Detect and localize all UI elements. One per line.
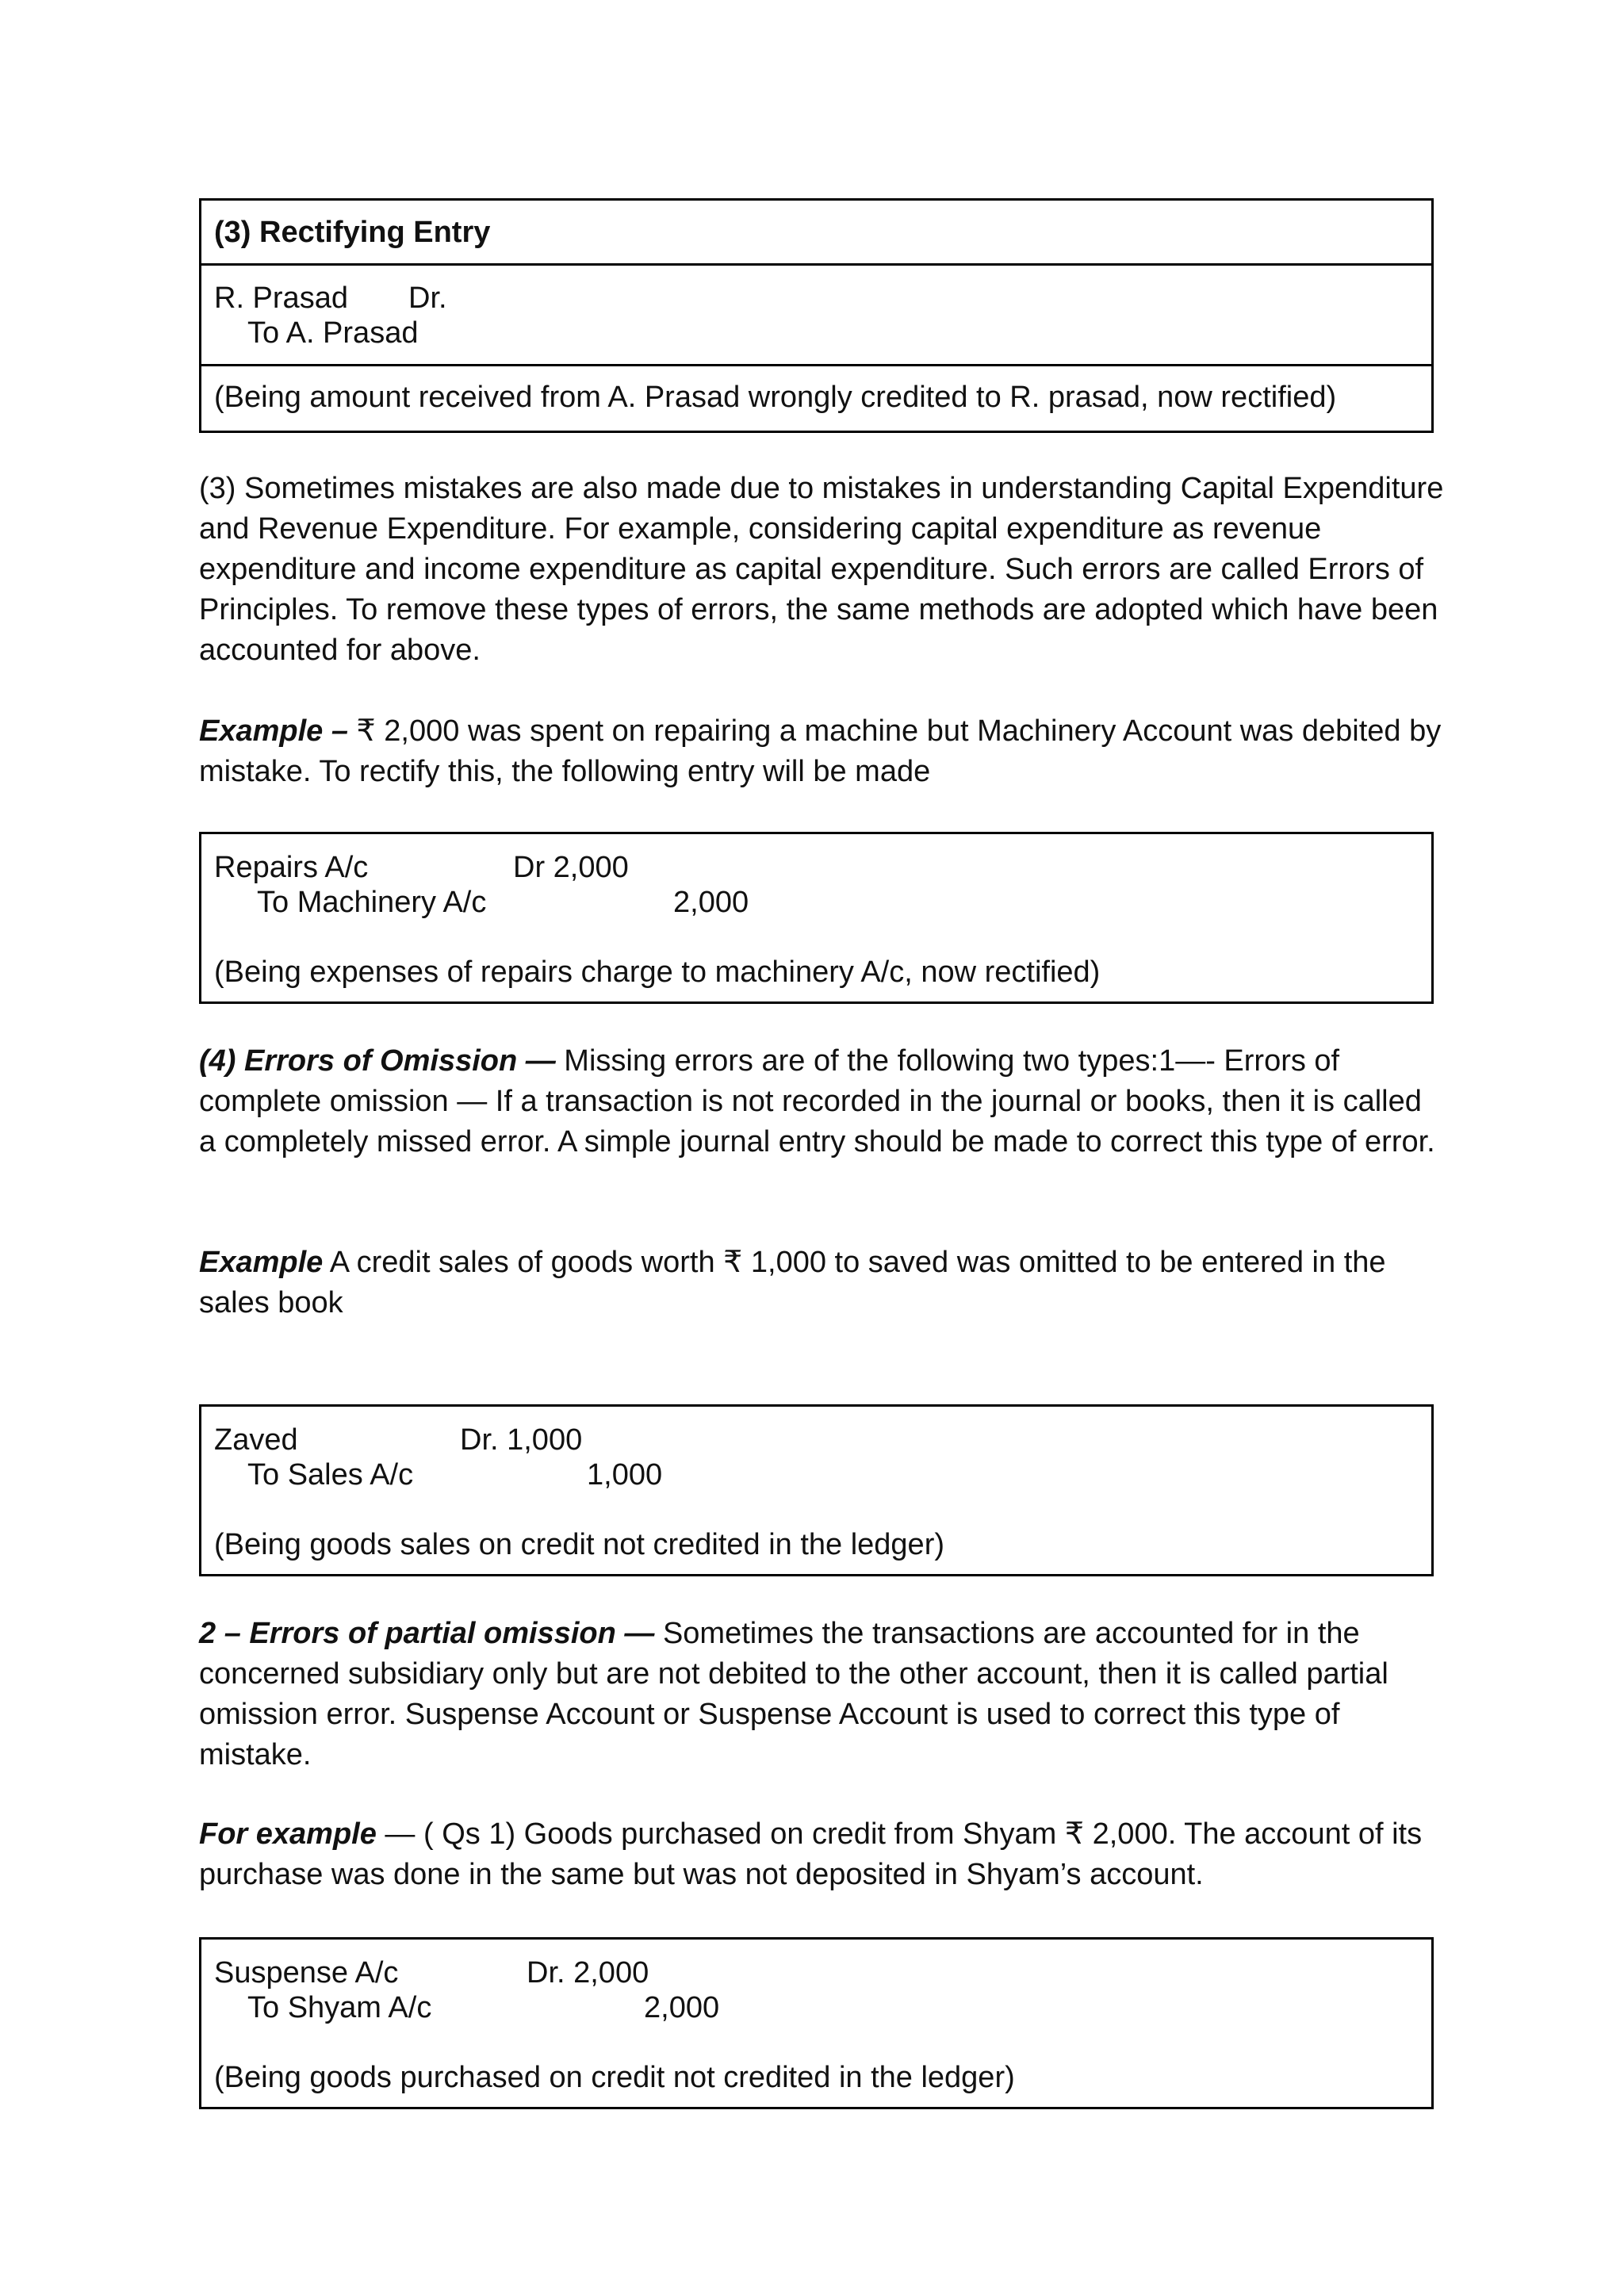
example-repairs-paragraph: [199, 711, 1444, 792]
debit-account: Zaved: [214, 1423, 298, 1457]
rectifying-entry-box: [199, 198, 1434, 433]
example-lead: For example: [199, 1817, 377, 1851]
example-credit-sales-paragraph: [199, 1243, 1444, 1323]
narration: (Being goods purchased on credit not credited in the ledger): [214, 2061, 1015, 2094]
debit-account: R. Prasad: [214, 281, 348, 315]
example-shyam-paragraph: [199, 1814, 1444, 1895]
credit-account: To Sales A/c: [247, 1458, 414, 1492]
errors-of-partial-omission-paragraph: [199, 1614, 1444, 1775]
debit-amount: Dr 2,000: [513, 851, 629, 884]
example-text: — ( Qs 1) Goods purchased on credit from Shyam ₹ 2,000. The account of its purchase was done in the same but was not deposited in Shyam’s account.: [199, 1817, 1423, 1891]
narration: (Being expenses of repairs charge to machinery A/c, now rectified): [214, 956, 1101, 989]
partial-omission-text: Sometimes the transactions are accounted for in the concerned subsidiary only but are not debited to the other account, then it is called partial omission error. Suspense Account or Suspense Account is used to correct this type of mistake.: [199, 1617, 1388, 1771]
debit-amount: Dr. 2,000: [527, 1956, 649, 1990]
example-text: ₹ 2,000 was spent on repairing a machine but Machinery Account was debited by mistake. To rectify this, the following entry will be made: [199, 714, 1442, 788]
narration: (Being amount received from A. Prasad wrongly credited to R. prasad, now rectified): [214, 381, 1337, 414]
credit-sales-entry-box: [199, 1404, 1434, 1576]
credit-account: To Machinery A/c: [257, 886, 487, 919]
credit-amount: 1,000: [587, 1458, 663, 1492]
credit-amount: 2,000: [644, 1991, 720, 2024]
rectifying-entry-heading: (3) Rectifying Entry: [214, 216, 491, 249]
rectifying-entry-accounts-row: [201, 266, 1431, 366]
omission-text: Missing errors are of the following two types:1—- Errors of complete omission — If a transaction is not recorded in the journal or books, then it is called a completely missed error. A simple journal entry should be made to correct this type of error.: [199, 1044, 1435, 1158]
debit-account: Repairs A/c: [214, 851, 369, 884]
rectifying-entry-narration-row: [201, 366, 1431, 431]
errors-of-principle-paragraph: (3) Sometimes mistakes are also made due to mistakes in understanding Capital Expenditure and Revenue Expenditure. For example, considering capital expenditure as revenue expenditure and income expenditure as capital expenditure. Such errors are called Errors of Principles. To remove these types of errors, the same methods are adopted which have been accounted for above.: [199, 472, 1444, 667]
debit-marker: Dr.: [408, 281, 447, 315]
example-text: A credit sales of goods worth ₹ 1,000 to saved was omitted to be entered in the sales book: [199, 1246, 1386, 1319]
example-lead: Example: [199, 1246, 324, 1279]
credit-account: To Shyam A/c: [247, 1991, 432, 2024]
partial-omission-lead: 2 – Errors of partial omission —: [199, 1617, 655, 1650]
errors-of-omission-paragraph: [199, 1041, 1444, 1162]
narration: (Being goods sales on credit not credited in the ledger): [214, 1528, 944, 1561]
example-lead: Example –: [199, 714, 348, 748]
credit-amount: 2,000: [673, 886, 749, 919]
rectifying-entry-heading-row: [201, 201, 1431, 266]
credit-account: To A. Prasad: [247, 316, 419, 350]
repairs-entry-box: [199, 832, 1434, 1004]
suspense-entry-box: [199, 1937, 1434, 2109]
omission-lead: (4) Errors of Omission —: [199, 1044, 556, 1078]
debit-amount: Dr. 1,000: [460, 1423, 583, 1457]
debit-account: Suspense A/c: [214, 1956, 399, 1990]
